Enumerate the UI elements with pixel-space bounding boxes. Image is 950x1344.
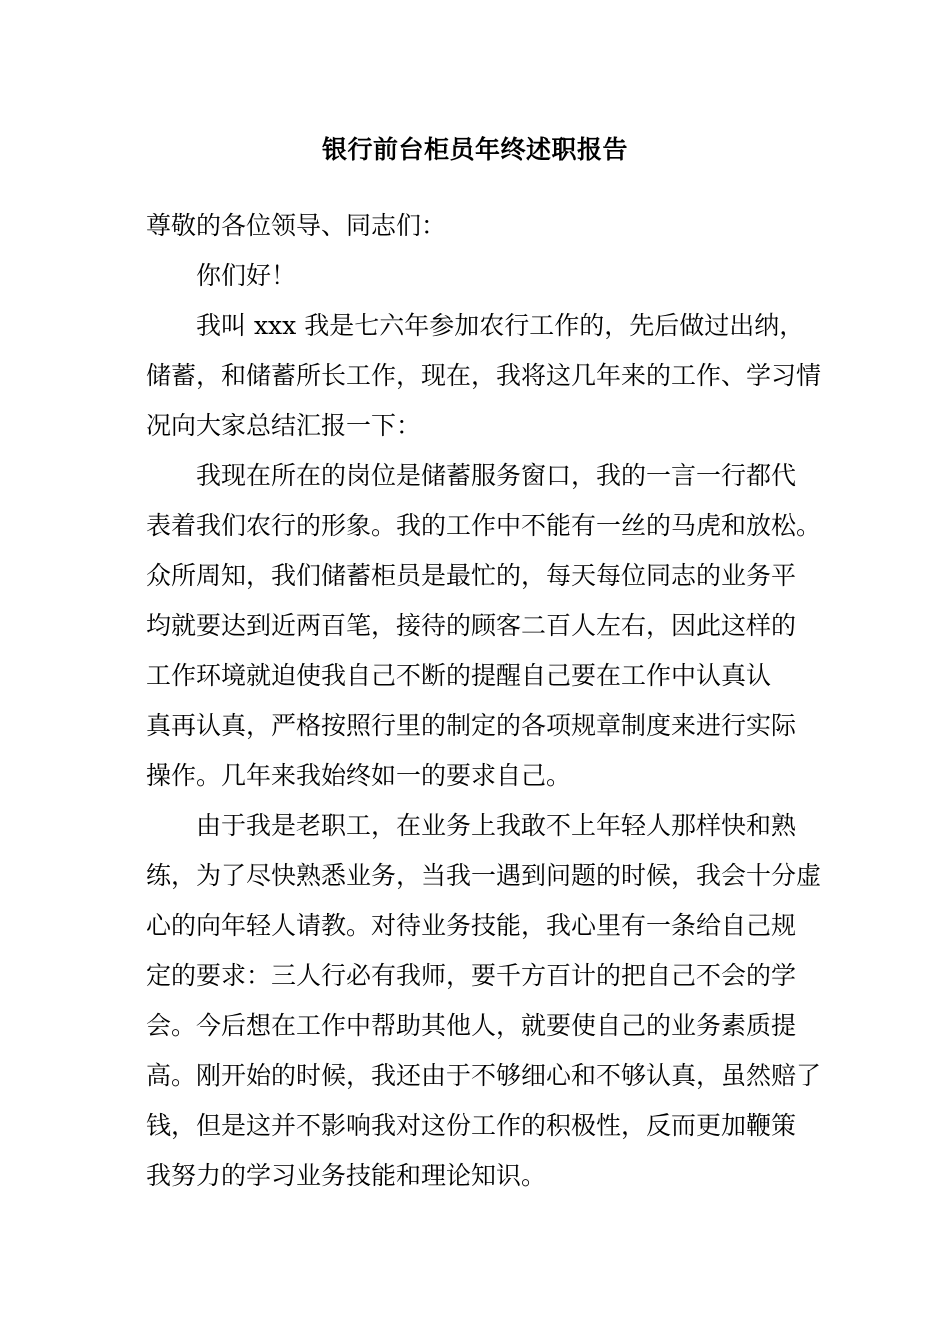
paragraph-3-line-6: 高。刚开始的时候，我还由于不够细心和不够认真，虽然赔了 (146, 1061, 822, 1090)
document-title: 银行前台柜员年终述职报告 (321, 135, 628, 164)
paragraph-1-line-3: 况向大家总结汇报一下： (146, 411, 422, 440)
paragraph-3-line-7: 钱，但是这并不影响我对这份工作的积极性，反而更加鞭策 (146, 1111, 797, 1140)
paragraph-3-line-3: 心的向年轻人请教。对待业务技能，我心里有一条给自己规 (146, 911, 797, 940)
paragraph-3-line-1: 由于我是老职工，在业务上我敢不上年轻人那样快和熟 (196, 811, 797, 840)
paragraph-3-line-8: 我努力的学习业务技能和理论知识。 (146, 1161, 547, 1190)
paragraph-2-line-5: 工作环境就迫使我自己不断的提醒自己要在工作中认真认 (146, 661, 772, 690)
paragraph-3-line-4: 定的要求：三人行必有我师，要千方百计的把自己不会的学 (146, 961, 797, 990)
salutation-line: 尊敬的各位领导、同志们： (146, 211, 447, 240)
paragraph-2-line-7: 操作。几年来我始终如一的要求自己。 (146, 761, 572, 790)
paragraph-2-line-1: 我现在所在的岗位是储蓄服务窗口，我的一言一行都代 (196, 461, 797, 490)
greeting-line: 你们好！ (196, 261, 297, 290)
paragraph-1-line-1: 我叫 xxx 我是七六年参加农行工作的，先后做过出纳， (196, 311, 805, 340)
paragraph-3-line-5: 会。今后想在工作中帮助其他人，就要使自己的业务素质提 (146, 1011, 797, 1040)
paragraph-3-line-2: 练，为了尽快熟悉业务，当我一遇到问题的时候，我会十分虚 (146, 861, 822, 890)
paragraph-2-line-6: 真再认真，严格按照行里的制定的各项规章制度来进行实际 (146, 711, 797, 740)
paragraph-1-line-2: 储蓄，和储蓄所长工作，现在，我将这几年来的工作、学习情 (146, 361, 822, 390)
paragraph-2-line-3: 众所周知，我们储蓄柜员是最忙的，每天每位同志的业务平 (146, 561, 797, 590)
paragraph-2-line-4: 均就要达到近两百笔，接待的顾客二百人左右，因此这样的 (146, 611, 797, 640)
paragraph-2-line-2: 表着我们农行的形象。我的工作中不能有一丝的马虎和放松。 (146, 511, 822, 540)
